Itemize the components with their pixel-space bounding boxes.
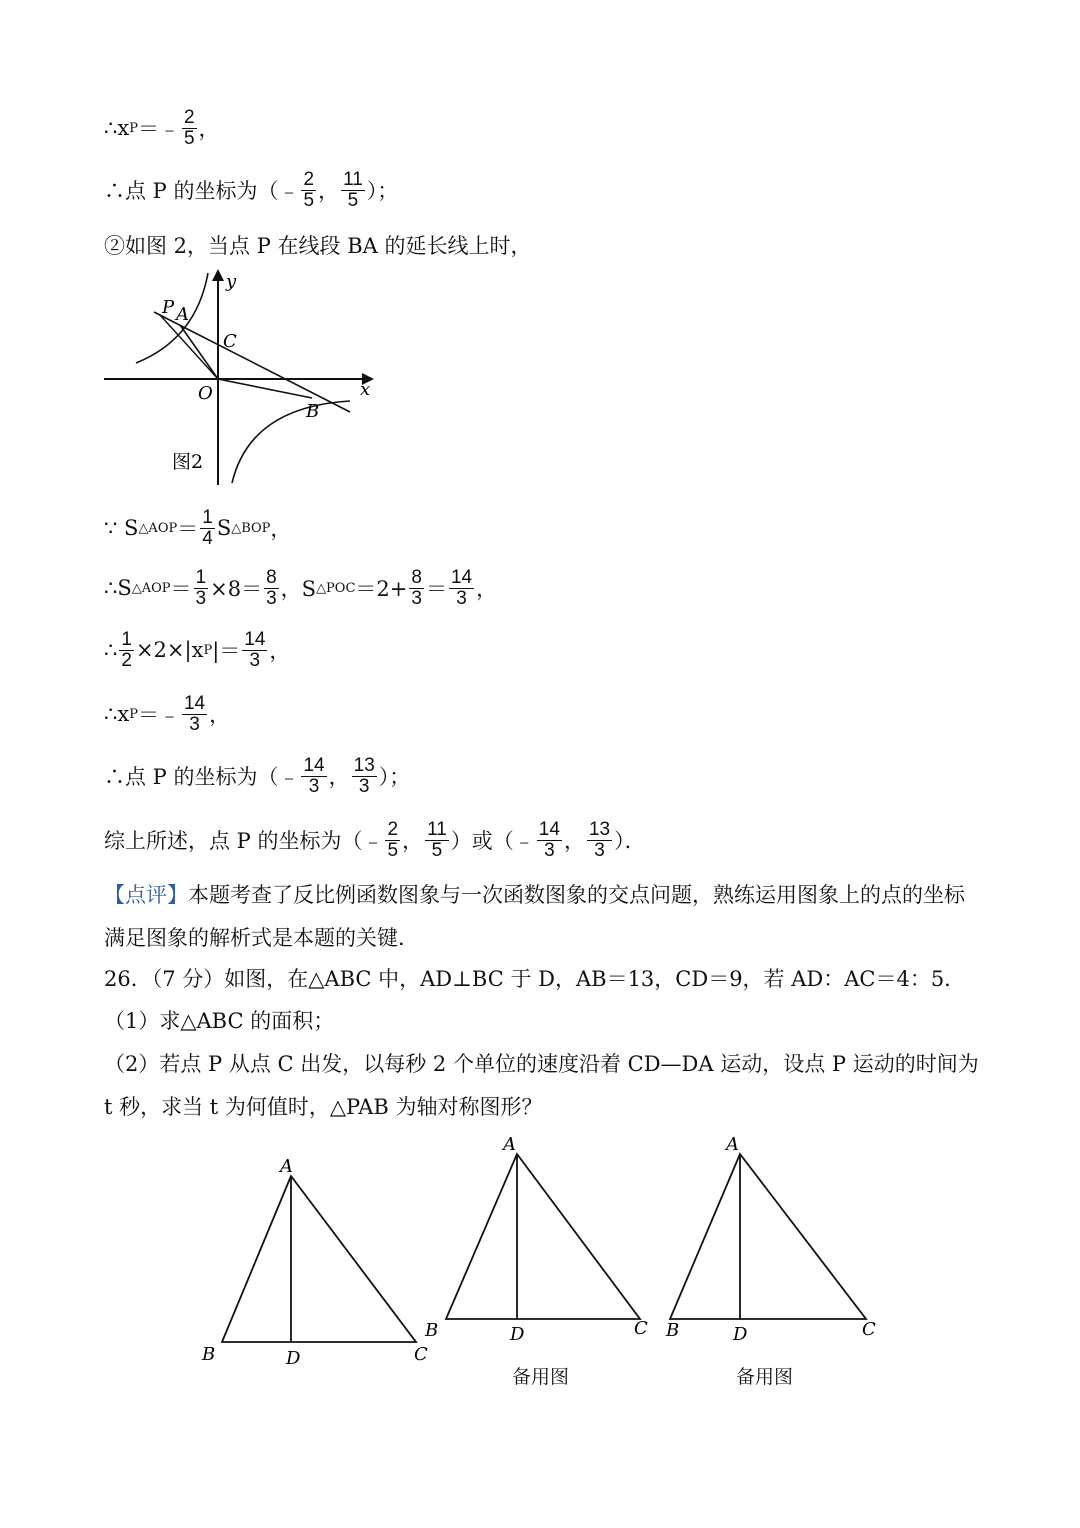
label-c: C [634,1318,648,1339]
text: ＝ [170,577,192,602]
fraction [242,630,267,671]
numerator: 13 [588,819,611,840]
label-a: A [280,1156,293,1177]
label-c: C [414,1344,428,1365]
fraction [264,568,279,609]
label-d: D [733,1324,748,1345]
label-a: A [503,1134,516,1155]
text: ， [270,517,292,542]
fraction [385,820,400,861]
text: ＝ [177,517,199,542]
fraction [194,568,209,609]
label-y: y [226,271,237,292]
hyperbola-branch-lower-right [232,401,350,483]
numerator: 1 [195,567,207,588]
label-c: C [223,331,237,352]
denominator: 3 [195,587,207,609]
fraction [119,630,134,671]
denominator: 5 [347,189,359,211]
triangle-figure-2 [424,1134,648,1345]
subscript: △POC [316,580,356,596]
fraction [587,820,612,861]
case-2-heading [104,230,531,260]
numerator: 1 [202,507,213,528]
subscript: △AOP [131,580,171,596]
label-x: x [360,379,371,400]
label-b: B [666,1320,680,1341]
text: ， [209,703,231,728]
xp-line-2 [104,694,230,735]
area-values-line [104,568,497,609]
text: ， [328,765,350,790]
denominator: 3 [594,839,605,861]
text: ②如图 2，当点 P 在线段 BA 的延长线上时， [104,234,532,258]
denominator: 5 [183,127,195,149]
p-coordinate-line-2 [104,756,410,797]
subscript: △BOP [231,520,271,536]
text: ∴x [104,116,130,141]
figure-caption: 图2 [172,451,204,473]
fraction [352,756,377,797]
summary-line [104,820,646,861]
subscript: P [129,120,138,136]
label-o: O [198,383,213,404]
text: （1）求△ABC 的面积； [104,1009,335,1033]
problem-statement [104,958,984,1001]
denominator: 2 [121,649,132,671]
p-coordinate-line-1 [104,170,398,211]
numerator: 11 [343,169,363,190]
fraction [341,170,365,211]
text: ， [476,577,498,602]
subscript: P [129,706,138,722]
label-a: A [176,304,189,325]
triangle-abc [446,1154,640,1319]
text: 26．（7 分）如图，在△ABC 中，AD⊥BC 于 D，AB＝13，CD＝9，若 AD：AC＝4：5． [104,967,966,991]
xp-equation-line [104,630,290,671]
text: ∴ [104,638,118,663]
caption-spare-figure-2: 备用图 [736,1366,794,1388]
denominator: 3 [249,649,261,671]
numerator: 8 [411,567,422,588]
segment-ob [218,379,312,398]
comment-paragraph [104,874,984,960]
denominator: 5 [387,839,399,861]
text: ×8＝ [210,577,263,602]
text: ， [318,179,340,204]
text: ）； [366,179,399,204]
text: ）． [614,829,646,854]
fraction [301,756,326,797]
segment-op [160,315,218,379]
denominator: 3 [411,587,422,609]
numerator: 8 [266,567,277,588]
fraction [182,108,197,149]
numerator: 2 [183,107,195,128]
text: |＝ [212,639,241,664]
text: S [216,516,232,541]
text: ∴点 P 的坐标为（﹣ [104,765,300,790]
text: ∴S [104,576,132,601]
numerator: 14 [244,629,266,650]
numerator: 13 [353,755,375,776]
text: ）或（﹣ [450,829,535,854]
denominator: 3 [456,587,467,609]
label-a: A [726,1134,739,1155]
numerator: 2 [303,169,315,190]
label-p: P [162,297,175,318]
y-axis-arrow [212,269,224,281]
fraction [182,694,207,735]
numerator: 11 [427,819,447,840]
text: ，S [280,577,317,602]
text: （2）若点 P 从点 C 出发，以每秒 2 个单位的速度沿着 CD—DA 运动，设点 P 运动的时间为 t 秒，求当 t 为何值时，△PAB 为轴对称图形？ [104,1052,979,1119]
text: ＝2+ [355,577,408,602]
text: ∴x [104,702,130,727]
denominator: 3 [308,775,320,797]
area-relation-line [104,508,291,549]
comment-text: 本题考查了反比例函数图象与一次函数图象的交点问题，熟练运用图象上的点的坐标满足图象的解析式是本题的关键． [104,883,965,950]
denominator: 3 [189,713,200,735]
caption-spare-figure-1: 备用图 [512,1366,570,1388]
fraction [425,820,449,861]
text: ＝ [425,577,447,602]
text: ∵ S [104,516,139,541]
text: ＝﹣ [137,117,180,142]
text: ＝﹣ [137,703,180,728]
text: ×2×|x [135,638,204,663]
numerator: 2 [387,819,399,840]
triangle-abc [222,1176,416,1342]
segment-oa [180,325,218,379]
text: ， [198,117,220,142]
text: ， [269,639,291,664]
numerator: 14 [303,755,325,776]
denominator: 3 [358,775,370,797]
triangle-abc [670,1154,866,1319]
text: ）； [378,765,411,790]
subscript: △AOP [138,520,178,536]
numerator: 1 [121,629,132,650]
denominator: 3 [544,839,555,861]
label-b: B [425,1320,439,1341]
fraction [409,568,424,609]
numerator: 14 [183,693,206,714]
fraction [200,508,215,549]
xp-line-1 [104,108,220,149]
label-d: D [286,1348,301,1369]
denominator: 5 [431,839,443,861]
numerator: 14 [450,567,473,588]
denominator: 5 [303,189,315,211]
fraction [449,568,474,609]
text: ， [402,829,424,854]
text: ∴点 P 的坐标为（﹣ [104,179,300,204]
label-b: B [306,401,320,422]
denominator: 4 [202,527,213,549]
subscript: P [203,642,213,658]
figure-2-graph [100,265,380,490]
fraction [301,170,316,211]
label-d: D [510,1324,525,1345]
text: 综上所述，点 P 的坐标为（﹣ [104,829,384,854]
triangle-figure-3 [665,1134,876,1345]
text: ， [563,829,585,854]
numerator: 14 [538,819,560,840]
denominator: 3 [266,587,277,609]
question-1 [104,1000,984,1043]
label-c: C [862,1319,876,1340]
comment-tag: 【点评】 [104,883,188,907]
fraction [537,820,562,861]
label-b: B [202,1344,216,1365]
triangle-figure-1 [201,1156,428,1369]
question-2 [104,1043,984,1129]
line-pb [154,312,350,412]
